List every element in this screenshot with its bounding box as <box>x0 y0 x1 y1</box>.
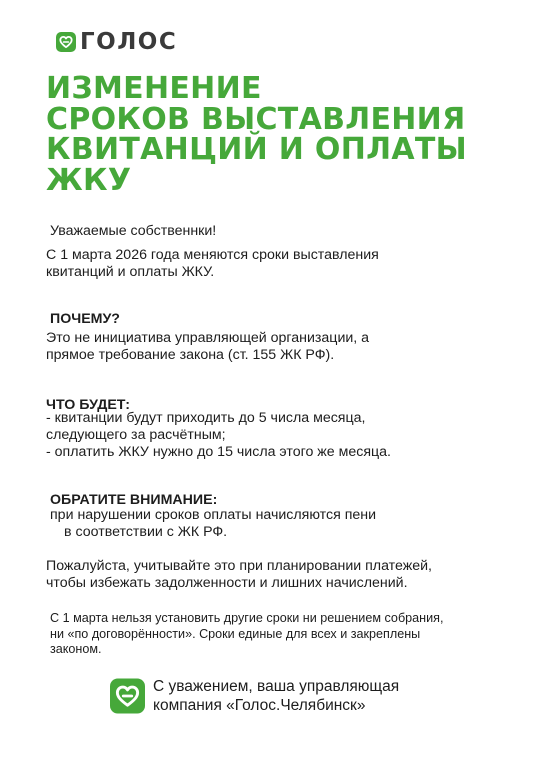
attention-line: в соответствии с ЖК РФ. <box>64 524 228 540</box>
headline-line: ЖКУ <box>46 162 132 198</box>
why-paragraph <box>46 330 369 364</box>
heart-badge-icon <box>56 32 76 52</box>
intro-line: С 1 марта 2026 года меняются сроки выставления <box>46 247 379 263</box>
what-line: - оплатить ЖКУ нужно до 15 числа этого же месяца. <box>46 444 391 460</box>
headline-line: СРОКОВ ВЫСТАВЛЕНИЯ <box>46 101 466 137</box>
what-line: следующего за расчётным; <box>46 427 226 443</box>
heart-badge-icon <box>110 678 145 714</box>
why-heading: ПОЧЕМУ? <box>50 311 120 327</box>
why-line: Это не инициатива управляющей организации, а <box>46 330 370 346</box>
what-line: - квитанции будут приходить до 5 числа месяца, <box>46 410 366 426</box>
please-line: Пожалуйста, учитывайте это при планировании платежей, <box>46 558 432 574</box>
signature-line: С уважением, ваша управляющая <box>153 678 400 695</box>
what-heading: ЧТО БУДЕТ: <box>46 397 130 413</box>
brand-logo <box>56 30 177 54</box>
headline <box>46 71 526 198</box>
brand-name: ГОЛОС <box>80 29 178 55</box>
attention-line: при нарушении сроков оплаты начисляются пени <box>50 507 377 523</box>
signature-line: компания «Голос.Челябинск» <box>153 697 366 714</box>
why-line: прямое требование закона (ст. 155 ЖК РФ). <box>46 347 335 363</box>
what-list <box>46 410 391 461</box>
signature-text <box>153 677 399 715</box>
intro-line: квитанций и оплаты ЖКУ. <box>46 264 215 280</box>
please-paragraph <box>46 558 432 592</box>
intro-paragraph <box>46 247 379 281</box>
note-line: С 1 марта нельзя установить другие сроки ни решением собрания, <box>50 611 444 625</box>
attention-heading: ОБРАТИТЕ ВНИМАНИЕ: <box>50 492 218 508</box>
signature-block <box>110 677 399 715</box>
headline-line: КВИТАНЦИЙ И ОПЛАТЫ <box>46 132 468 167</box>
attention-paragraph <box>50 507 376 541</box>
note-line: ни «по договорённости». Сроки единые для всех и закреплены <box>50 626 421 641</box>
legal-note <box>50 611 443 658</box>
note-line: законом. <box>50 642 102 656</box>
greeting: Уважаемые собственнки! <box>50 223 217 239</box>
headline-line: ИЗМЕНЕНИЕ <box>46 71 262 106</box>
please-line: чтобы избежать задолженности и лишних начислений. <box>46 575 408 591</box>
